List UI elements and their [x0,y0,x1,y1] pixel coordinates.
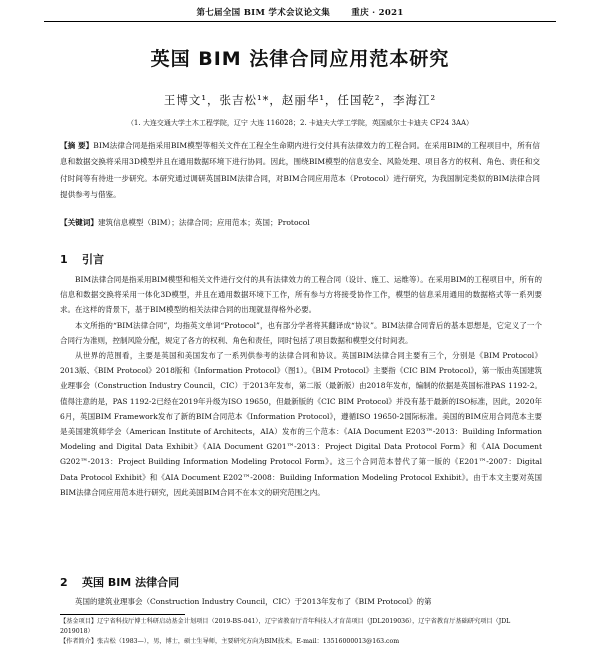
running-header [44,6,556,22]
section-title: 英国 BIM 法律合同 [82,576,180,589]
footnote-divider [60,614,185,615]
section-1-body [60,272,542,500]
section-heading-1 [60,251,104,267]
conference-place-year: 重庆 · 2021 [351,8,404,18]
keywords-label: 【关键词】 [60,218,98,227]
fund-note: 【基金项目】辽宁省科技厅博士科研启动基金计划项目（2019-BS-041），辽宁省教育厅青年科技人才育苗项目（JDL2019036），辽宁省教育厅基础研究项目（JDL 2019018） [60,618,511,635]
paragraph: BIM法律合同是指采用BIM模型和相关文件进行交付的具有法律效力的工程合同（设计、施工、运维等）。在采用BIM的工程项目中，所有的信息和数据交换将采用一体化3D模型，并且在通用数据环境下工作，所有参与方将接受协作工作，模型的信息采用通用的数据格式等一系列要求。在这样的背景下，基于BIM模型的相关法律合同的出现就显得格外必要。 [60,275,542,315]
section-title: 引言 [82,253,104,266]
abstract-label: 【摘 要】 [60,141,94,150]
keywords-text: 建筑信息模型（BIM）；法律合同；应用范本；英国；Protocol [97,218,310,227]
keywords [60,217,540,228]
section-2-body [60,594,542,609]
abstract [60,138,540,204]
section-number: 2 [60,576,68,589]
section-heading-2 [60,574,179,590]
section-number: 1 [60,253,68,266]
paragraph: 从世界的范围看，主要是英国和美国发布了一系列供参考的法律合同和协议。英国BIM法律合同主要有三个，分别是《BIM Protocol》2013版、《BIM Protocol》2018版和《Information Protocol》（图1）。《BIM Protocol》主要指《CIC BIM Protocol》，第一版由英国建筑业理事会（Construction Industry Council，CIC）于2013年发布，第二版（最新版）由2018年发布，编制的依据是英国标准PAS 1192-2。值得注意的是，PAS 1192-2已经在2019年升级为ISO 19650，但最新版的《CIC BIM Protocol》并没有基于最新的ISO标准，因此，2020年6月，英国BIM Framework发布了新的BIM合同范本《Information Protocol》，遵循ISO 19650-2国际标准。美国的BIM应用合同范本主要是美国建筑师学会（American Institute of Architects，AIA）发布的三个范本：《AIA Document E203™-2013：Building Information Modeling and Digital Data Exhibit》《AIA Document G201™-2013：Project Digital Data Protocol Form》和《AIA Document G202™-2013：Project Building Information Modeling Protocol Form》。这三个合同范本替代了第一版的《E201™-2007：Digital Data Protocol Exhibit》和《AIA Document E202™-2008：Building Information Modeling Protocol Exhibit》。由于本文主要对英国BIM法律合同应用范本进行研究，因此美国BIM合同不在本文的研究范围之内。 [60,351,542,497]
paper-title: 英国 BIM 法律合同应用范本研究 [150,48,450,70]
affiliations: （1. 大连交通大学土木工程学院，辽宁 大连 116028；2. 卡迪夫大学工学院，英国威尔士卡迪夫 CF24 3AA） [126,119,474,127]
author-list: 王博文¹，张吉松¹*，赵丽华¹，任国乾²，李海江² [163,93,437,107]
conference-name: 第七届全国 BIM 学术会议论文集 [196,8,331,18]
paragraph: 本文所指的“BIM法律合同”，均指英文单词“Protocol”，也有部分学者将其翻译成“协议”。BIM法律合同背后的基本思想是，它定义了一个合同行为准则，控制风险分配，规定了各方的权利、角色和责任，同时包括了项目数据和模型交付时间表。 [60,320,542,345]
abstract-text: BIM法律合同是指采用BIM模型等相关文件在工程全生命期内进行交付具有法律效力的工程合同。在采用BIM的工程项目中，所有信息和数据交换将采用3D模型并且在通用数据环境下进行协同。因此，围绕BIM模型的信息安全、风险处理、项目各方的权利、角色、责任和交付时间等有待进一步研究。本研究通过调研英国BIM法律合同，对BIM合同应用范本（Protocol）进行研究，为我国制定类似的BIM法律合同提供参考与借鉴。 [60,141,540,200]
paragraph: 英国的建筑业理事会（Construction Industry Council，CIC）于2013年发布了《BIM Protocol》的第 [75,597,432,606]
footnotes [60,617,542,647]
author-note: 【作者简介】张吉松（1983—），男，博士，硕士生导师，主要研究方向为BIM技术。E-mail：13516000013@163.com [60,638,400,645]
